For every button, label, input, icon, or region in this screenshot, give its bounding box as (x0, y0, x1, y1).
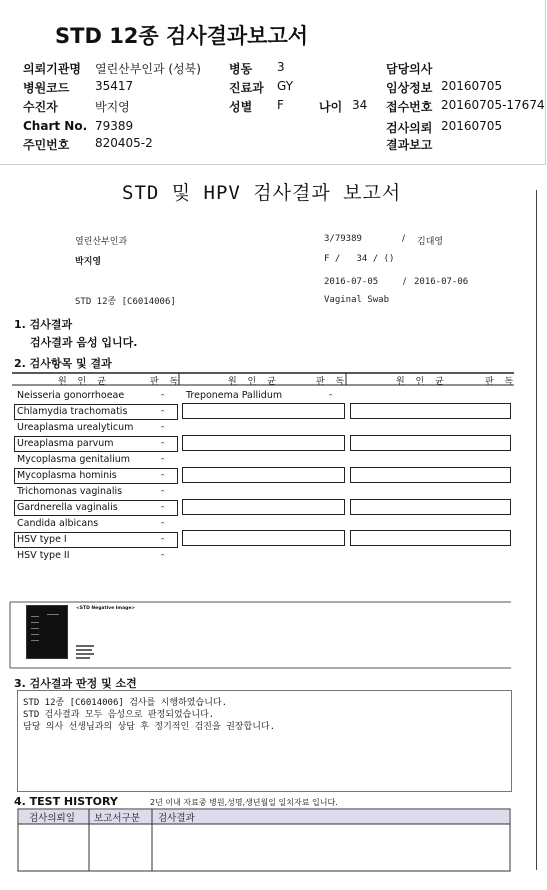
organism-name: Mycoplasma hominis (17, 470, 117, 481)
label-sex: 성별 (229, 100, 253, 114)
opinion-box (17, 690, 512, 792)
label-department: 진료과 (229, 81, 264, 95)
organism-result: - (161, 438, 165, 448)
report-test-code: STD 12종 [C6014006] (75, 297, 176, 307)
report-date-to: 2016-07-06 (414, 277, 469, 287)
gel-band (31, 634, 39, 635)
gel-band (31, 622, 39, 623)
report-hospital: 열린산부인과 (75, 237, 128, 247)
organism-name: Ureaplasma parvum (17, 438, 114, 449)
section3-title: 3. 검사결과 판정 및 소견 (14, 677, 137, 690)
empty-result-box (350, 467, 511, 483)
organism-result: - (161, 486, 165, 496)
empty-result-box (182, 403, 345, 419)
header-title: STD 12종 검사결과보고서 (55, 24, 309, 48)
value-age: 34 (352, 98, 368, 112)
organism-result: - (329, 390, 333, 400)
organism-result: - (161, 390, 165, 400)
organism-result: - (161, 454, 165, 464)
value-requesting-institution: 열린산부인과 (성북) (95, 62, 201, 76)
empty-result-box (350, 435, 511, 451)
image-caption: <STD Negative Image> (76, 606, 136, 611)
value-ward: 3 (277, 60, 285, 74)
organism-result: - (161, 518, 165, 528)
right-margin-line (536, 190, 537, 870)
col1-judge-header: 판 독 (150, 377, 183, 387)
value-clinical-info: 20160705 (441, 79, 503, 93)
organism-name: Chlamydia trachomatis (17, 406, 128, 417)
organism-name: Treponema Pallidum (186, 390, 283, 401)
gel-band (31, 628, 39, 629)
section1-title: 1. 검사결과 (14, 318, 73, 331)
report-specimen: Vaginal Swab (324, 295, 390, 305)
organism-result: - (161, 534, 165, 544)
col1-organism-header: 원 인 균 (58, 377, 110, 387)
value-patient: 박지영 (95, 100, 130, 114)
header-card (0, 0, 546, 165)
history-col-request-date: 검사의뢰일 (29, 813, 75, 824)
empty-result-box (350, 499, 511, 515)
col2-organism-header: 원 인 균 (228, 377, 280, 387)
section1-summary: 검사결과 음성 입니다. (30, 336, 138, 349)
history-col-report-type: 보고서구분 (94, 813, 140, 824)
label-result-report: 결과보고 (386, 138, 433, 152)
value-hospital-code: 35417 (95, 79, 134, 93)
col3-organism-header: 원 인 균 (396, 377, 448, 387)
organism-result: - (161, 470, 165, 480)
gel-band (31, 616, 39, 617)
history-table-lines (0, 806, 547, 876)
report-title: STD 및 HPV 검사결과 보고서 (122, 182, 402, 204)
label-chart-no: Chart No. (23, 119, 88, 133)
col3-judge-header: 판 독 (485, 377, 518, 387)
label-test-request: 검사의뢰 (386, 121, 433, 135)
value-chart-no: 79389 (95, 119, 134, 133)
report-patient: 박지영 (75, 257, 102, 267)
organism-name: Mycoplasma genitalium (17, 454, 131, 465)
empty-result-box (350, 403, 511, 419)
label-age: 나이 (319, 100, 343, 114)
report-doctor: 김대영 (417, 237, 444, 247)
opinion-line: STD 검사결과 모두 음성으로 판정되었습니다. (23, 710, 215, 720)
organism-name: Gardnerella vaginalis (17, 502, 118, 513)
empty-result-box (182, 435, 345, 451)
organism-result: - (161, 550, 165, 560)
gel-image (26, 605, 68, 659)
image-legend (76, 645, 98, 659)
organism-name: Ureaplasma urealyticum (17, 422, 134, 433)
organism-result: - (161, 422, 165, 432)
value-department: GY (277, 79, 294, 93)
report-slash: / (402, 234, 406, 244)
organism-name: HSV type II (17, 550, 70, 561)
label-receipt-number: 접수번호 (386, 100, 433, 114)
history-col-result: 검사결과 (158, 813, 195, 824)
section2-title: 2. 검사항목 및 결과 (14, 357, 112, 370)
empty-result-box (350, 530, 511, 546)
report-chart-number: 3/79389 (324, 234, 362, 244)
organism-name: Trichomonas vaginalis (17, 486, 123, 497)
gel-band (31, 640, 39, 641)
value-sex: F (277, 98, 284, 112)
empty-result-box (182, 530, 345, 546)
label-hospital-code: 병원코드 (23, 81, 70, 95)
report-sex-age: F / 34 / () (324, 254, 395, 264)
label-attending-doctor: 담당의사 (386, 62, 433, 76)
label-requesting-institution: 의뢰기관명 (23, 62, 81, 76)
opinion-line: STD 12종 [C6014006] 검사를 시행하였습니다. (23, 698, 228, 708)
organism-result: - (161, 406, 165, 416)
value-receipt-number: 20160705-17674 (441, 98, 545, 112)
report-date-separator: / (403, 277, 407, 287)
organism-name: HSV type I (17, 534, 67, 545)
label-resident-number: 주민번호 (23, 138, 70, 152)
section4-note: 2년 이내 자료중 병원,성명,생년월일 일치자료 입니다. (150, 798, 338, 807)
gel-band (47, 614, 59, 615)
label-ward: 병동 (229, 62, 253, 76)
label-patient: 수진자 (23, 100, 58, 114)
section4-title: 4. TEST HISTORY (14, 795, 118, 808)
label-clinical-info: 임상정보 (386, 81, 433, 95)
value-test-request: 20160705 (441, 119, 503, 133)
col2-judge-header: 판 독 (316, 377, 349, 387)
opinion-line: 담당 의사 선생님과의 상담 후 정기적인 검진을 권장합니다. (23, 722, 276, 732)
organism-name: Neisseria gonorrhoeae (17, 390, 125, 401)
empty-result-box (182, 467, 345, 483)
organism-name: Candida albicans (17, 518, 99, 529)
empty-result-box (182, 499, 345, 515)
report-date-from: 2016-07-05 (324, 277, 379, 287)
organism-result: - (161, 502, 165, 512)
value-resident-number: 820405-2 (95, 136, 153, 150)
